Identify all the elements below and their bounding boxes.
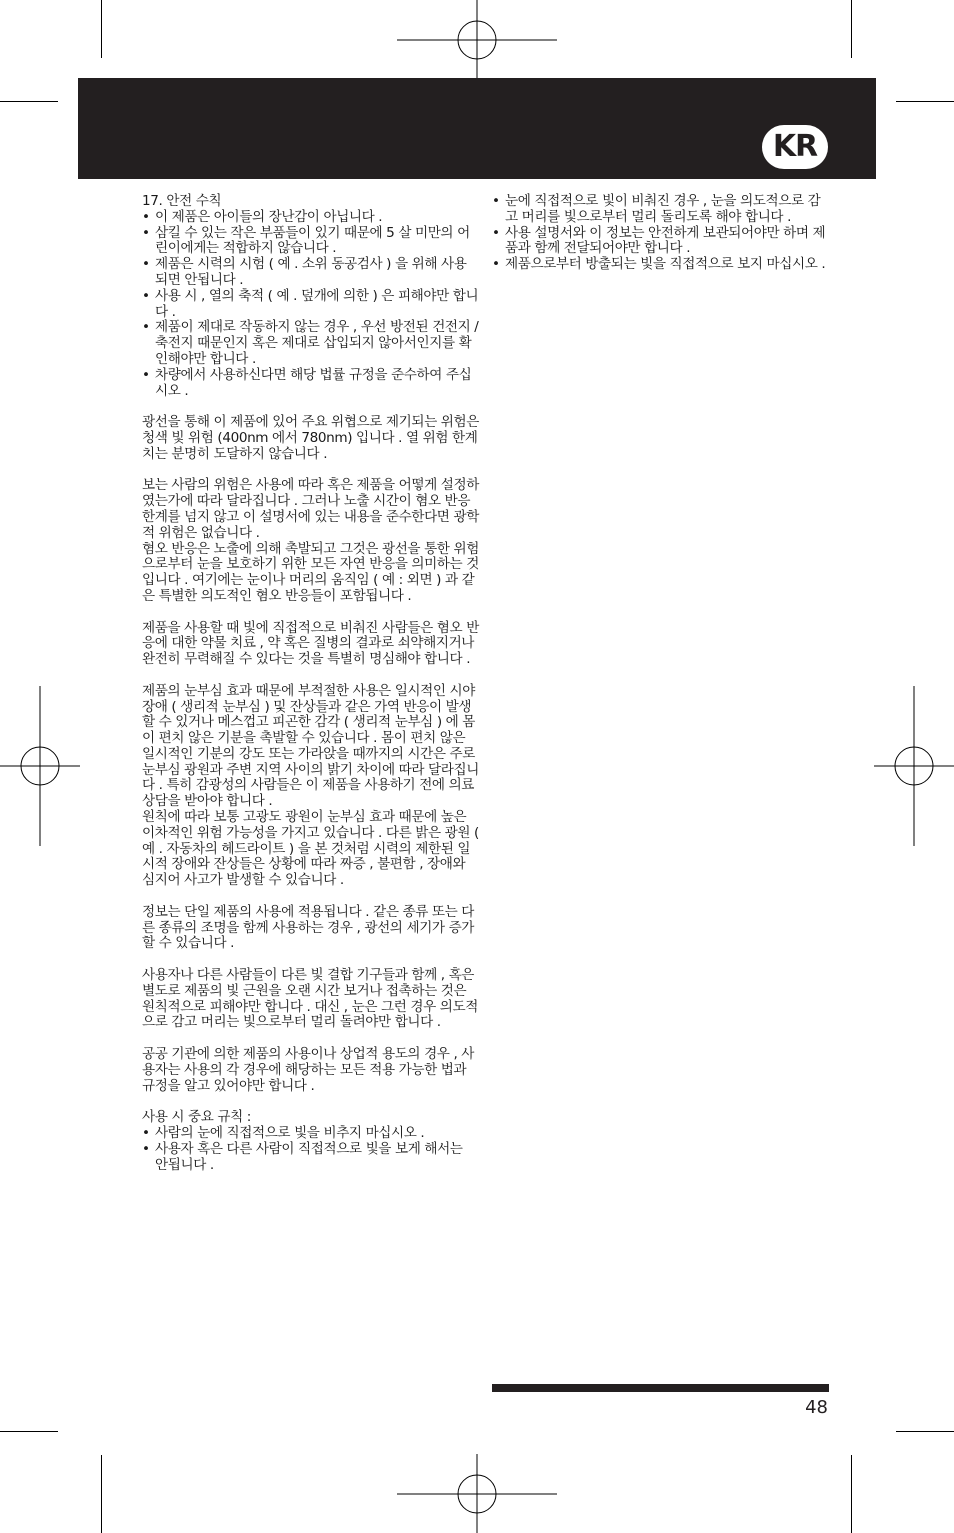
crop-mark bbox=[101, 1455, 102, 1533]
section-title: 17. 안전 수칙 bbox=[142, 193, 222, 209]
left-column bbox=[142, 194, 479, 1173]
single-product-paragraph: 정보는 단일 제품의 사용에 적용됩니다 . 같은 종류 또는 다른 종류의 조명을 함께 사용하는 경우 , 광선의 세기가 증가할 수 있습니다 . bbox=[142, 903, 475, 952]
crop-mark bbox=[896, 101, 954, 102]
hazard-paragraph: 광선을 통해 이 제품에 있어 주요 위협으로 제기되는 위험은 청색 빛 위험 (400nm 에서 780nm) 입니다 . 열 위험 한계치는 분명히 도달하지 않습니다 . bbox=[142, 414, 479, 462]
crop-mark bbox=[896, 1431, 954, 1432]
registration-mark-top bbox=[397, 0, 557, 80]
registration-mark-left bbox=[0, 686, 80, 846]
header-bar bbox=[78, 78, 876, 179]
safety-item: • 이 제품은 아이들의 장난감이 아닙니다 . bbox=[142, 210, 479, 226]
risk-paragraph: 보는 사람의 위험은 사용에 따라 혹은 제품을 어떻게 설정하였는가에 따라 달라집니다 . 그러나 노출 시간이 혐오 반응 한계를 넘지 않고 이 설명서에 있는 내용을 준수한다면 광학적 위험은 없습니다 . bbox=[142, 477, 479, 541]
rules-title: 사용 시 중요 규칙 : bbox=[142, 1109, 251, 1126]
crop-mark bbox=[0, 101, 58, 102]
public-use-paragraph: 공공 기관에 의한 제품의 사용이나 상업적 용도의 경우 , 사용자는 사용의 각 경우에 해당하는 모든 적용 가능한 법과 규정을 알고 있어야만 합니다 . bbox=[142, 1046, 475, 1094]
right-item: • 눈에 직접적으로 빛이 비춰진 경우 , 눈을 의도적으로 감고 머리를 빛으로부터 멀리 돌리도록 해야 합니다 . bbox=[492, 194, 830, 226]
rule-item: • 사용자 혹은 다른 사람이 직접적으로 빛을 보게 해서는 안됩니다 . bbox=[142, 1142, 479, 1174]
safety-item: • 제품이 제대로 작동하지 않는 경우 , 우선 방전된 건전지 / 축전지 때문인지 혹은 제대로 삽입되지 않아서인지를 확인해야만 합니다 . bbox=[142, 320, 479, 367]
principle-paragraph: 원칙에 따라 보통 고광도 광원이 눈부심 효과 때문에 높은 이차적인 위험 가능성을 가지고 있습니다 . 다른 밝은 광원 ( 예 . 자동차의 헤드라이트 ) 을 본 것처럼 시력의 제한된 일시적 장애와 잔상들은 상황에 따라 짜증 , 불편함 , 장애와 심지어 사고가 발생할 수 있습니다 . bbox=[142, 809, 479, 889]
page-number: 48 bbox=[805, 1397, 828, 1418]
medication-paragraph: 제품을 사용할 때 빛에 직접적으로 비춰진 사람들은 혐오 반응에 대한 약물 치료 , 약 혹은 질병의 결과로 쇠약해지거나 완전히 무력해질 수 있다는 것을 특별히 명심해야 합니다 . bbox=[142, 619, 479, 668]
crop-mark bbox=[101, 0, 102, 58]
safety-item: • 차량에서 사용하신다면 해당 법률 규정을 준수하여 주십시오 . bbox=[142, 368, 479, 400]
safety-item: • 사용 시 , 열의 축적 ( 예 . 덮개에 의한 ) 은 피해야만 합니다 . bbox=[142, 289, 479, 321]
registration-mark-bottom bbox=[397, 1454, 557, 1533]
registration-mark-right bbox=[874, 686, 954, 846]
crop-mark bbox=[851, 0, 852, 58]
right-item: • 사용 설명서와 이 정보는 안전하게 보관되어야만 하며 제품과 함께 전달되어야만 합니다 . bbox=[492, 226, 830, 258]
right-column bbox=[492, 194, 830, 273]
right-item: • 제품으로부터 방출되는 빛을 직접적으로 보지 마십시오 . bbox=[492, 257, 830, 273]
safety-item: • 삼킬 수 있는 작은 부품들이 있기 때문에 5 살 미만의 어린이에게는 적합하지 않습니다 . bbox=[142, 226, 479, 258]
footer-rule bbox=[492, 1384, 829, 1392]
safety-item: • 제품은 시력의 시험 ( 예 . 소위 동공검사 ) 을 위해 사용되면 안됩니다 . bbox=[142, 257, 479, 289]
language-badge: KR bbox=[762, 125, 828, 169]
glare-paragraph: 제품의 눈부심 효과 때문에 부적절한 사용은 일시적인 시야 장애 ( 생리적 눈부심 ) 및 잔상들과 같은 가역 반응이 발생할 수 있거나 메스껍고 피곤한 감각 ( 생리적 눈부심 ) 에 몸이 편치 않은 기분을 촉발할 수 있습니다 . 몸이 편치 않은 일시적인 기분의 강도 또는 가라앉을 때까지의 시간은 주로 눈부심 광원과 주변 지역 사이의 밝기 차이에 따라 달라집니다 . 특히 감광성의 사람들은 이 제품을 사용하기 전에 의료 상담을 받아야 합니다 . bbox=[142, 682, 479, 810]
combination-paragraph: 사용자나 다른 사람들이 다른 빛 결합 기구들과 함께 , 혹은 별도로 제품의 빛 근원을 오랜 시간 보거나 접촉하는 것은 원칙적으로 피해야만 합니다 . 대신 , 눈은 그런 경우 의도적으로 감고 머리는 빛으로부터 멀리 돌려야만 합니다 . bbox=[142, 967, 478, 1031]
rule-item: • 사람의 눈에 직접적으로 빛을 비추지 마십시오 . bbox=[142, 1126, 479, 1142]
crop-mark bbox=[0, 1431, 58, 1432]
crop-mark bbox=[851, 1455, 852, 1533]
aversion-paragraph: 혐오 반응은 노출에 의해 촉발되고 그것은 광선을 통한 위험으로부터 눈을 보호하기 위한 모든 자연 반응을 의미하는 것입니다 . 여기에는 눈이나 머리의 움직임 ( 예 : 외면 ) 과 같은 특별한 의도적인 혐오 반응들이 포함됩니다 . bbox=[142, 540, 479, 604]
